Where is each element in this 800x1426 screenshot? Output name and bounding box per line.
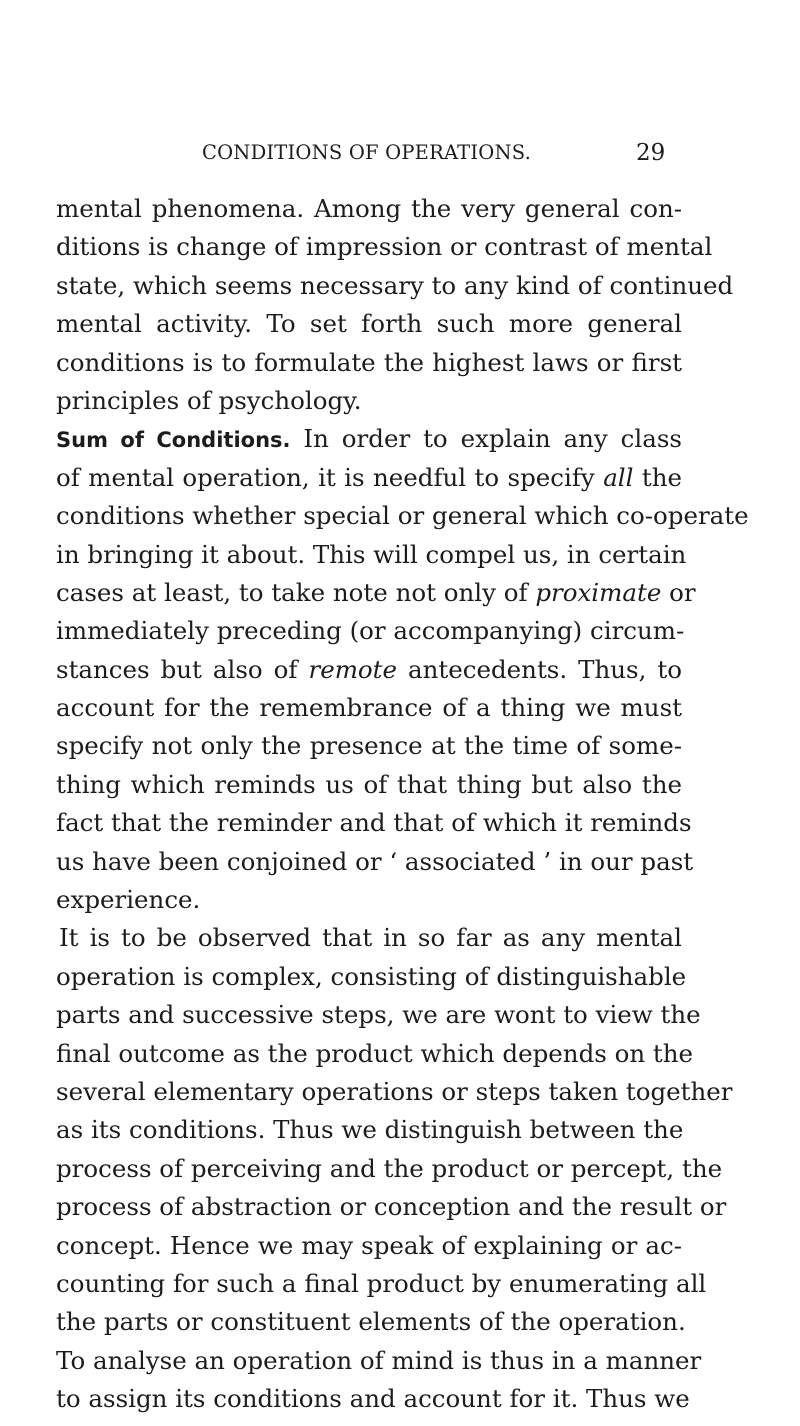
text-line: experience. [56,885,201,915]
text-line: as its conditions. Thus we distinguish between the [56,1115,684,1145]
text-line: in bringing it about. This will compel us, in certain [56,539,687,569]
text-run: stances but also of [56,654,309,684]
text-line [56,574,696,612]
text-line: mental phenomena. Among the very general con- [56,194,682,223]
text-line: counting for such a final product by enumerating all [56,1268,707,1298]
text-line: parts and successive steps, we are wont to view the [56,1000,701,1030]
text-line: It is to be observed that in so far as any mental [59,923,682,953]
text-line [56,420,682,458]
text-line: process of perceiving and the product or percept, the [56,1153,723,1183]
text-line: fact that the reminder and that of which it reminds [56,808,692,838]
paragraph [56,420,749,919]
text-line: final outcome as the product which depends on the [56,1038,694,1068]
text-line [56,651,682,689]
text-line [56,459,682,497]
text-line: immediately preceding (or accompanying) circum- [56,616,685,646]
italic-run: proximate [535,577,662,607]
text-line: state, which seems necessary to any kind of continued [56,270,734,300]
text-line: operation is complex, consisting of distinguishable [56,961,687,991]
text-line: mental activity. To set forth such more general [56,309,682,339]
text-run: of mental operation, it is needful to specify [56,462,604,492]
text-line: conditions is to formulate the highest laws or first [56,347,682,377]
body-text [56,190,749,1419]
text-run: the [633,462,682,492]
text-line: principles of psychology. [56,385,362,415]
text-line: the parts or constituent elements of the operation. [56,1307,686,1337]
text-line: us have been conjoined or ‘ associated ’ in our past [56,846,694,876]
italic-run: all [603,462,634,492]
text-line: thing which reminds us of that thing but also the [56,769,682,799]
text-line: to assign its conditions and account for it. Thus we [56,1384,690,1414]
running-head: CONDITIONS OF OPERATIONS. [202,141,531,164]
text-line: conditions whether special or general which co-operate [56,501,749,531]
paragraph [56,190,734,420]
text-line: several elementary operations or steps taken together [56,1076,733,1106]
text-run: cases at least, to take note not only of [56,577,536,607]
text-line: ditions is change of impression or contrast of mental [56,232,713,262]
page-header [0,141,800,171]
text-line: concept. Hence we may speak of explaining or ac- [56,1230,682,1260]
italic-run: remote [308,654,398,684]
text-line: specify not only the presence at the time of some- [56,731,682,761]
text-line: process of abstraction or conception and the result or [56,1192,727,1222]
text-run: or [661,577,696,607]
text-run: In order to explain any class [290,424,682,454]
paragraph [56,919,733,1418]
text-line: To analyse an operation of mind is thus in a manner [56,1345,702,1375]
text-line: account for the remembrance of a thing we must [56,693,682,723]
side-heading: Sum of Conditions. [56,428,291,453]
page-number: 29 [636,140,666,166]
text-run: antecedents. Thus, to [397,654,682,684]
